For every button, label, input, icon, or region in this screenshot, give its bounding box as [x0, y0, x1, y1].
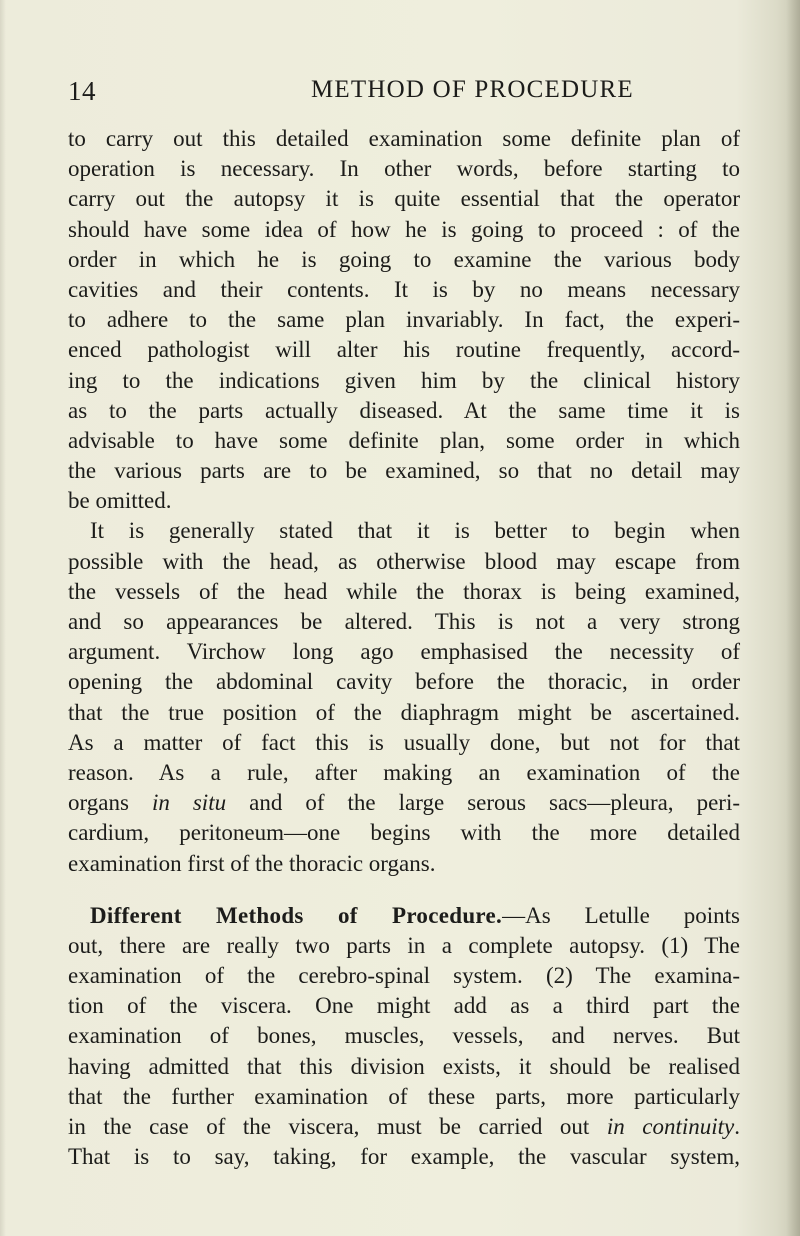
- text-line: enced pathologist will alter his routine frequently, accord-: [68, 337, 740, 363]
- text-line: argument. Virchow long ago emphasised the necessity of: [68, 639, 740, 665]
- text-line: and so appearances be altered. This is not a very strong: [68, 609, 740, 634]
- text-line: As a matter of fact this is usually done, but not for that: [68, 729, 740, 755]
- running-title: METHOD OF PROCEDURE: [311, 76, 634, 103]
- text-line: operation is necessary. In other words, before starting to: [68, 156, 740, 182]
- text-line: to adhere to the same plan invariably. In fact, the experi-: [68, 307, 740, 333]
- text-line: the vessels of the head while the thorax is being examined,: [68, 578, 740, 604]
- text-line: having admitted that this division exists, it should be realised: [68, 1053, 740, 1079]
- page-gutter-shadow: [0, 0, 6, 1236]
- text-run: in the case of the viscera, must be carried out: [68, 1114, 607, 1139]
- text-line: cavities and their contents. It is by no means necessary: [68, 276, 740, 302]
- text-line: as to the parts actually diseased. At the same time it is: [68, 397, 740, 423]
- italic-phrase: in continuity: [606, 1114, 735, 1139]
- text-line: that the further examination of these parts, more particularly: [68, 1083, 740, 1109]
- text-line: opening the abdominal cavity before the thoracic, in order: [68, 669, 740, 695]
- text-line: ing to the indications given him by the clinical history: [68, 367, 740, 393]
- text-line: reason. As a rule, after making an examination of the: [68, 759, 740, 785]
- text-line: should have some idea of how he is going to proceed : of the: [68, 216, 740, 242]
- text-line: carry out the autopsy it is quite essential that the operator: [68, 186, 740, 212]
- page-header: [68, 76, 738, 112]
- section-heading-line: [68, 901, 740, 931]
- text-line-with-italic: [68, 1112, 740, 1142]
- text-line-with-italic: [68, 788, 740, 818]
- text-run: —As Letulle points: [502, 902, 740, 928]
- text-line: That is to say, taking, for example, the vascular system,: [68, 1144, 740, 1170]
- italic-phrase: in situ: [151, 790, 227, 816]
- body-text: [68, 124, 740, 1172]
- text-line: advisable to have some definite plan, some order in which: [68, 427, 740, 453]
- text-line: tion of the viscera. One might add as a third part the: [68, 993, 740, 1019]
- text-line: be omitted.: [68, 488, 172, 514]
- text-run: .: [734, 1114, 740, 1139]
- text-line: examination of bones, muscles, vessels, and nerves. But: [68, 1023, 740, 1049]
- paragraph-gap: [68, 879, 740, 901]
- section-heading: Different Methods of Procedure.: [90, 902, 503, 928]
- text-line: out, there are really two parts in a complete autopsy. (1) The: [68, 932, 740, 958]
- text-line: possible with the head, as otherwise blood may escape from: [68, 548, 740, 574]
- text-line: the various parts are to be examined, so that no detail may: [68, 458, 740, 484]
- text-run: and of the large serous sacs—pleura, peri-: [226, 790, 741, 816]
- text-line: that the true position of the diaphragm might be ascertained.: [68, 699, 740, 725]
- text-line: to carry out this detailed examination some definite plan of: [68, 126, 740, 151]
- text-line: order in which he is going to examine the various body: [68, 246, 740, 272]
- text-line: examination first of the thoracic organs.: [68, 850, 436, 876]
- text-run: organs: [68, 790, 152, 816]
- page-edge-shadow: [786, 0, 800, 1236]
- text-line: examination of the cerebro-spinal system. (2) The examina-: [68, 963, 740, 989]
- text-line: cardium, peritoneum—one begins with the more detailed: [68, 820, 740, 846]
- page-number: 14: [68, 76, 96, 106]
- text-line: It is generally stated that it is better to begin when: [90, 518, 740, 544]
